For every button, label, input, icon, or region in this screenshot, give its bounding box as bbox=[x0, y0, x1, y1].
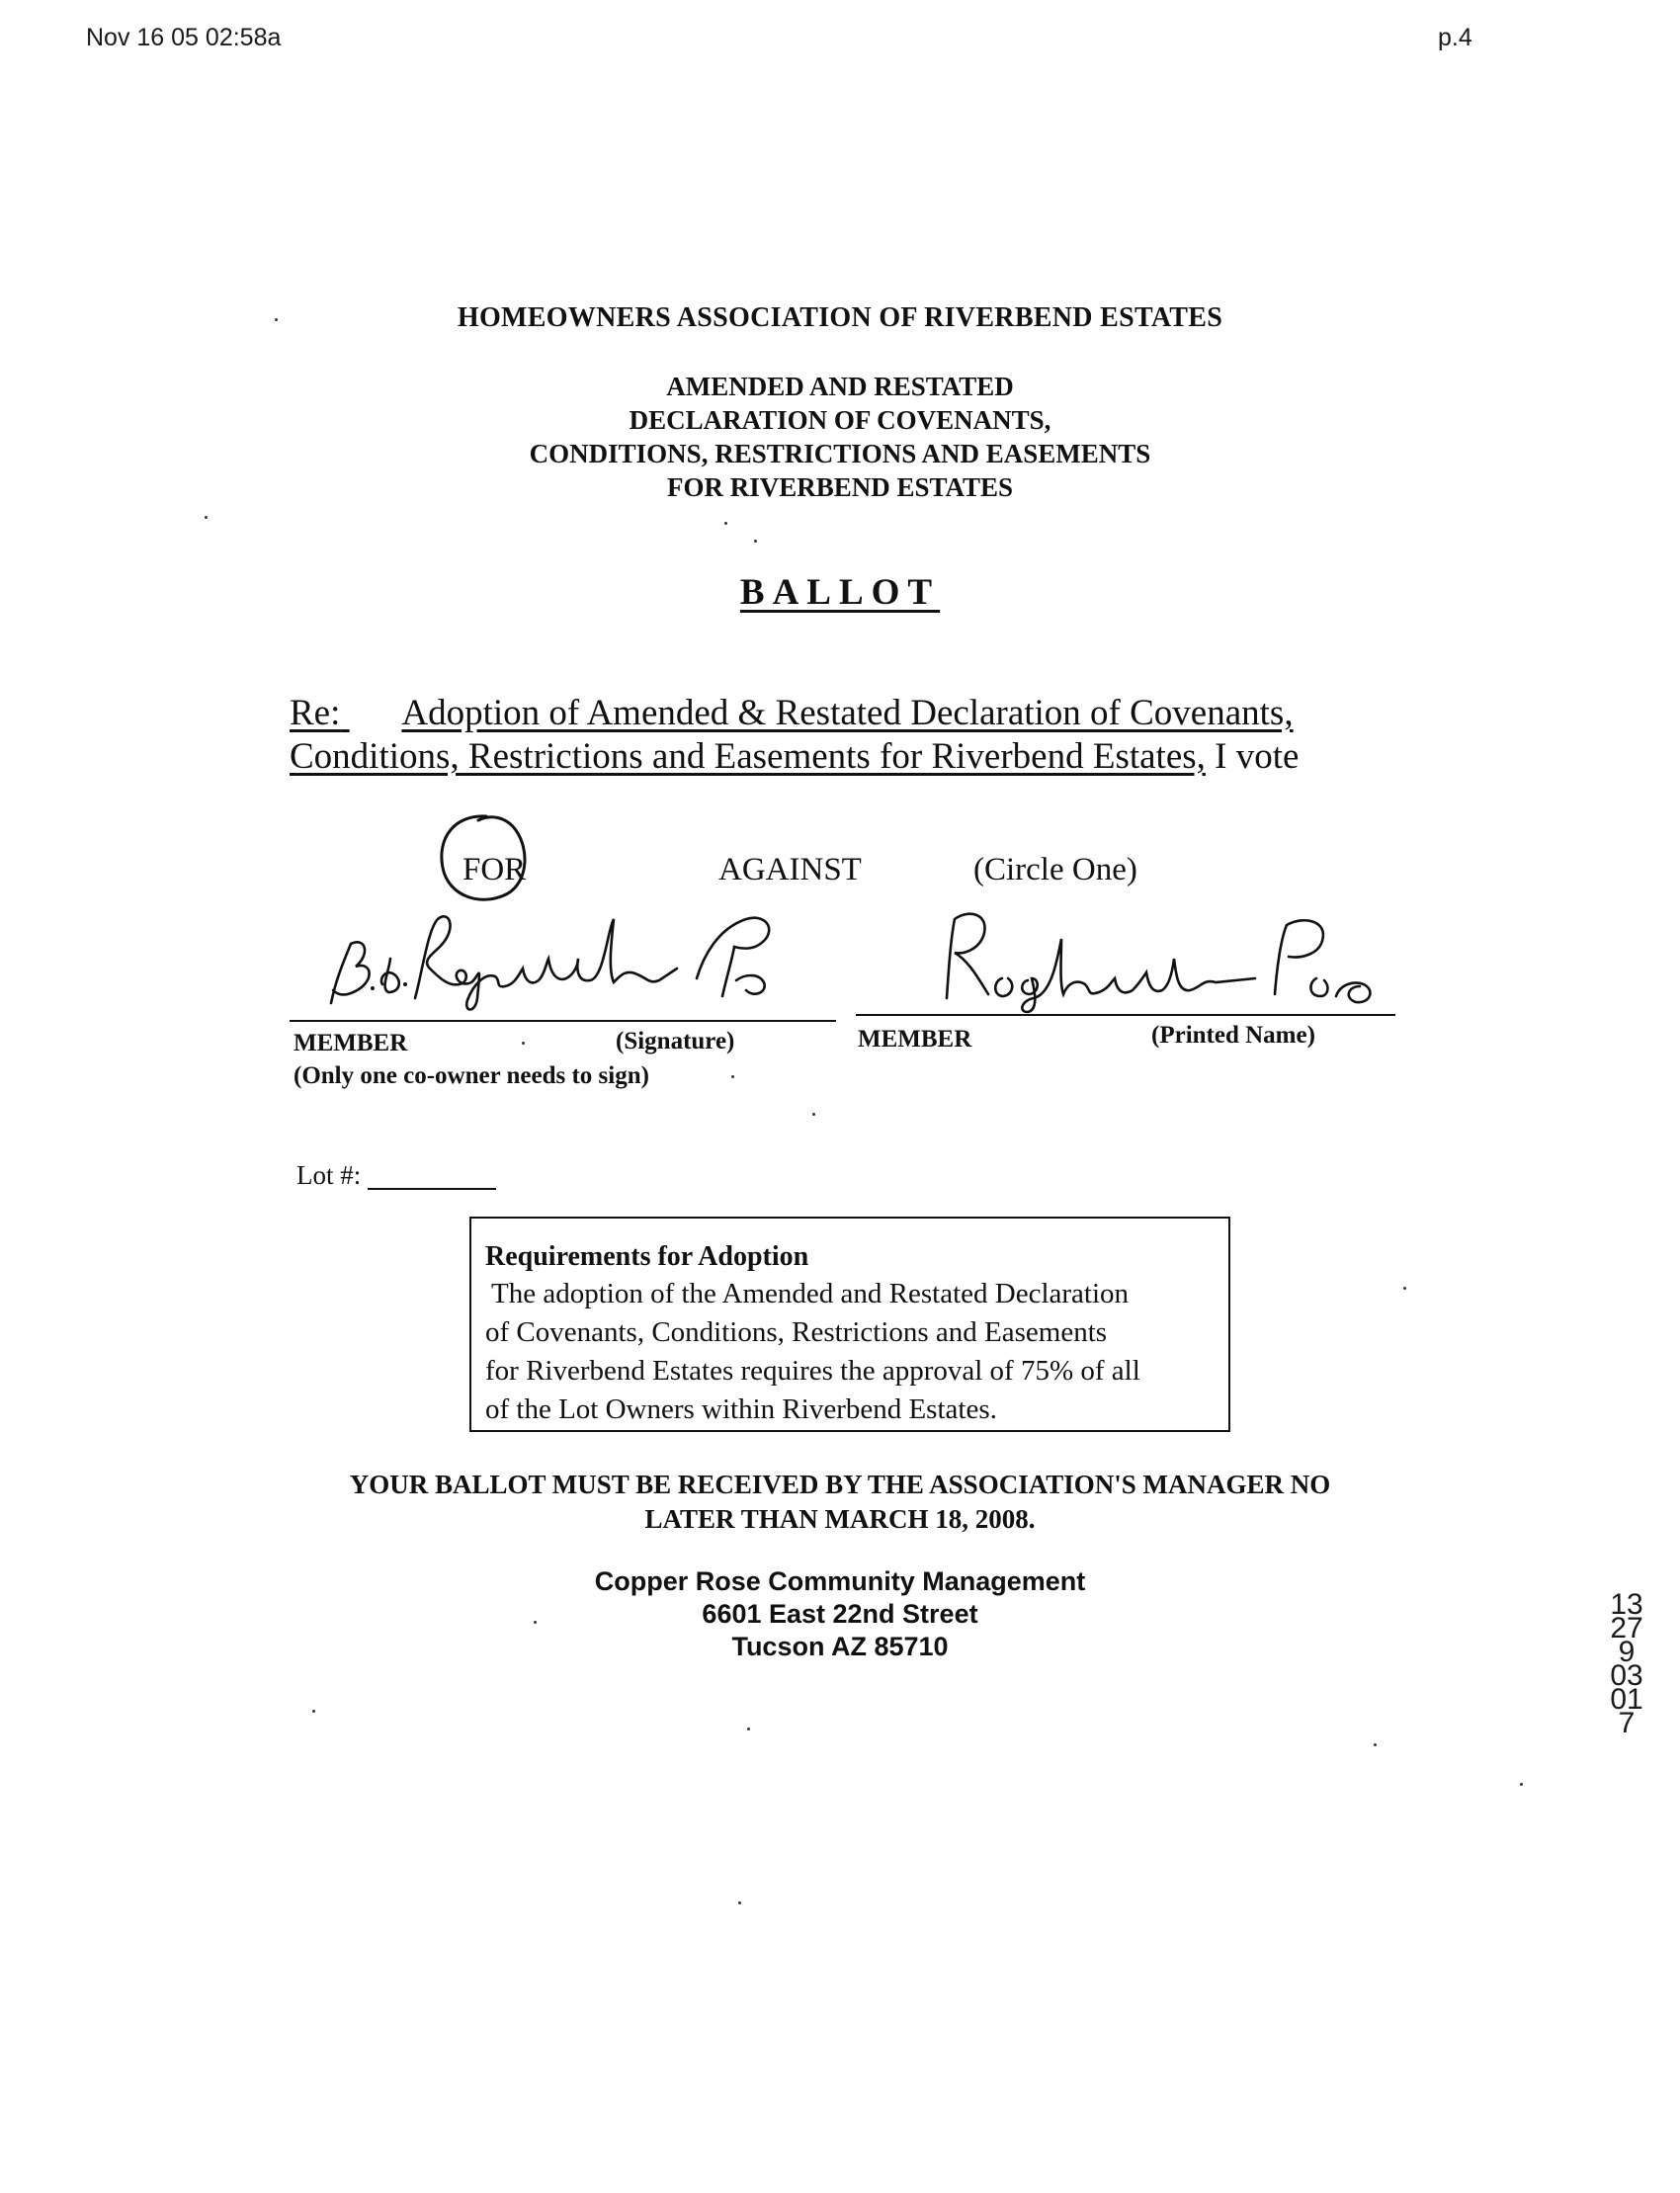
scan-speck bbox=[731, 1075, 734, 1078]
manager-name: Copper Rose Community Management bbox=[594, 1566, 1086, 1596]
requirements-box bbox=[469, 1217, 1230, 1432]
requirements-line-2: of Covenants, Conditions, Restrictions and Easements bbox=[485, 1316, 1108, 1348]
scan-speck bbox=[1403, 1287, 1406, 1290]
signature-line bbox=[290, 1020, 836, 1022]
signature-label: (Signature) bbox=[616, 1028, 735, 1054]
scan-speck bbox=[724, 522, 727, 525]
vote-against-option[interactable]: AGAINST bbox=[718, 852, 862, 887]
manager-city: Tucson AZ 85710 bbox=[731, 1632, 949, 1661]
scan-speck bbox=[275, 318, 278, 321]
scan-speck bbox=[754, 540, 757, 543]
deadline-line-1: YOUR BALLOT MUST BE RECEIVED BY THE ASSOCIATION'S MANAGER NO bbox=[349, 1470, 1331, 1499]
scan-speck bbox=[534, 1621, 537, 1624]
re-line-1 bbox=[290, 692, 1294, 734]
side-stamp-number: 13279 03017 bbox=[1610, 1588, 1643, 1739]
re-label: Re: bbox=[290, 693, 341, 733]
scan-speck bbox=[738, 1901, 741, 1904]
vote-for-option[interactable]: FOR bbox=[462, 852, 527, 887]
subtitle-line-4: FOR RIVERBEND ESTATES bbox=[666, 472, 1014, 502]
lot-number-label: Lot #: bbox=[296, 1160, 362, 1190]
manager-street: 6601 East 22nd Street bbox=[702, 1599, 978, 1629]
handwritten-signature bbox=[311, 889, 776, 1018]
subtitle-line-3: CONDITIONS, RESTRICTIONS AND EASEMENTS bbox=[529, 439, 1151, 468]
co-owner-note: (Only one co-owner needs to sign) bbox=[294, 1062, 649, 1089]
scan-speck bbox=[812, 1113, 815, 1116]
scan-speck bbox=[1374, 1743, 1377, 1746]
scan-speck bbox=[747, 1728, 750, 1730]
subtitle-line-1: AMENDED AND RESTATED bbox=[666, 372, 1014, 401]
member-label-printed: MEMBER bbox=[858, 1026, 972, 1053]
requirements-line-1: The adoption of the Amended and Restated Declaration bbox=[491, 1278, 1130, 1309]
vote-instruction: (Circle One) bbox=[973, 852, 1137, 887]
scan-speck bbox=[522, 1042, 525, 1045]
scan-speck bbox=[1520, 1783, 1523, 1786]
subtitle-line-2: DECLARATION OF COVENANTS, bbox=[629, 405, 1051, 435]
printed-name-label: (Printed Name) bbox=[1151, 1022, 1315, 1049]
deadline-line-2: LATER THAN MARCH 18, 2008. bbox=[644, 1504, 1036, 1534]
fax-page-number: p.4 bbox=[1438, 24, 1472, 51]
handwritten-printed-name bbox=[929, 899, 1393, 1018]
re-subject-line-2: Conditions, Restrictions and Easements for Riverbend Estates, bbox=[290, 736, 1206, 777]
requirements-line-4: of the Lot Owners within Riverbend Estates. bbox=[485, 1393, 997, 1425]
requirements-title: Requirements for Adoption bbox=[485, 1241, 809, 1272]
scan-speck bbox=[312, 1710, 315, 1713]
member-label-signature: MEMBER bbox=[294, 1030, 408, 1056]
i-vote-text: I vote bbox=[1215, 736, 1300, 777]
re-line-2 bbox=[290, 735, 1299, 778]
ballot-heading-text: BALLOT bbox=[739, 572, 941, 613]
requirements-line-3: for Riverbend Estates requires the approval of 75% of all bbox=[485, 1355, 1140, 1387]
printed-name-line bbox=[856, 1014, 1395, 1016]
lot-number-field[interactable] bbox=[368, 1188, 496, 1190]
scan-speck bbox=[205, 516, 208, 519]
ballot-heading bbox=[0, 571, 1680, 614]
re-subject-line-1: Adoption of Amended & Restated Declaration of Covenants, bbox=[401, 693, 1294, 733]
association-title: HOMEOWNERS ASSOCIATION OF RIVERBEND ESTATES bbox=[457, 302, 1223, 333]
fax-timestamp: Nov 16 05 02:58a bbox=[86, 24, 282, 51]
